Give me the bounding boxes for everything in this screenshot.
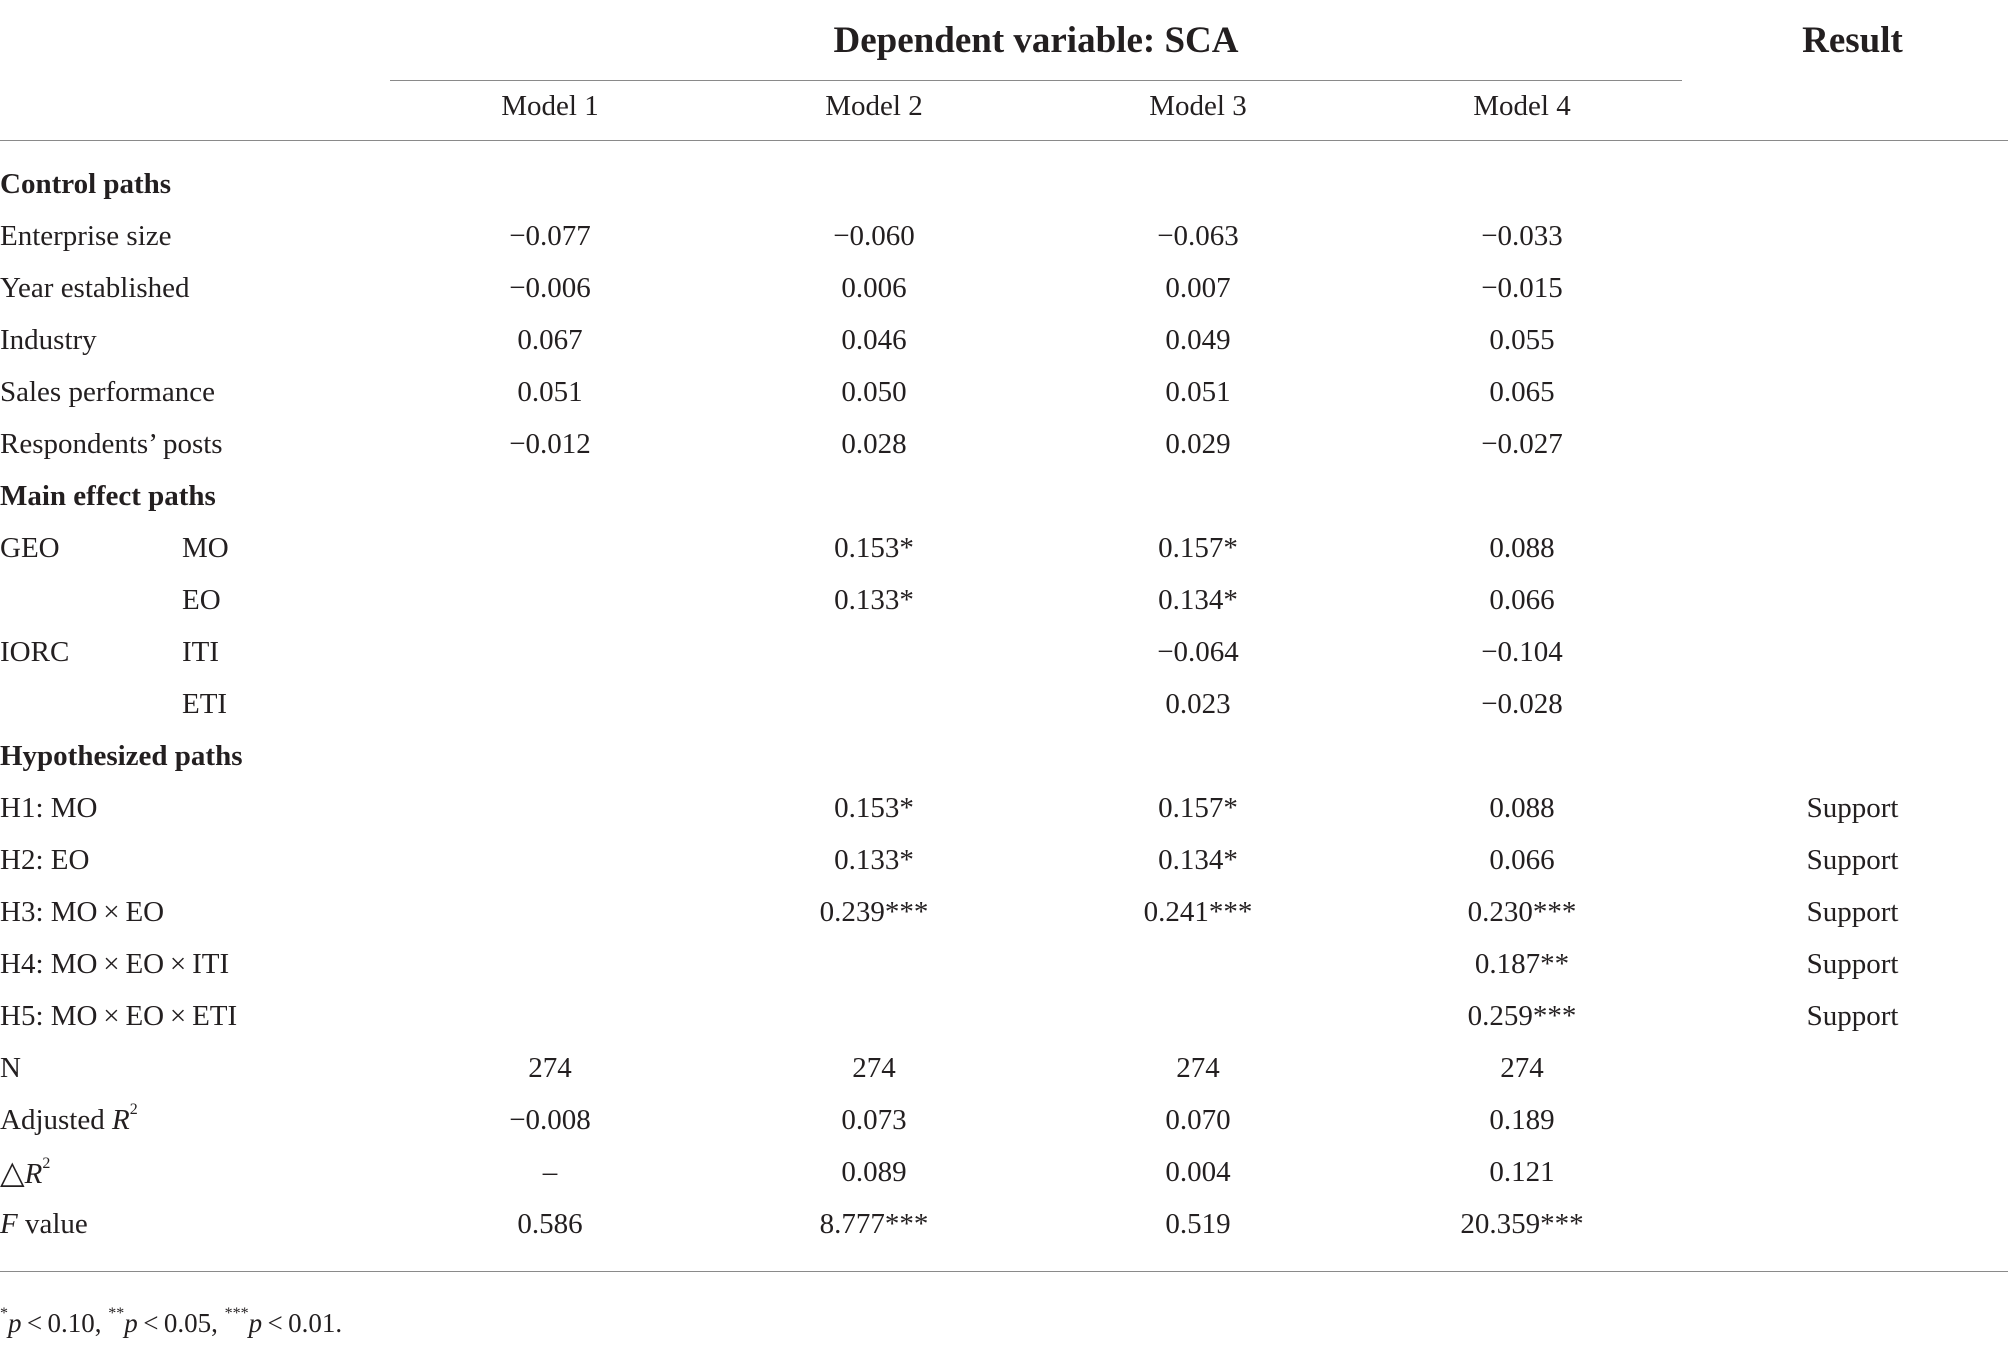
table-row-h3 [0, 886, 2008, 938]
table-row-geo-eo [0, 574, 2008, 626]
cell-result: Support [1806, 1000, 1899, 1032]
table-row-delta-r2 [0, 1146, 2008, 1198]
table-row-year-established [0, 262, 2008, 314]
cell-model-1: 0.586 [517, 1208, 583, 1240]
label-rest: value [17, 1208, 88, 1240]
cell-model-4: 0.055 [1489, 324, 1555, 356]
cell-model-3: 0.241*** [1143, 896, 1253, 928]
cell-model-2: 0.153* [834, 532, 914, 564]
label-superscript: 2 [42, 1155, 51, 1173]
row-label: H1: MO [0, 792, 98, 824]
cell-model-4: 0.088 [1489, 532, 1555, 564]
section-control-paths [0, 158, 2008, 210]
cell-model-3: −0.064 [1157, 636, 1239, 668]
row-label: Year established [0, 272, 190, 304]
cell-model-2: 0.046 [841, 324, 907, 356]
cell-model-4: −0.027 [1481, 428, 1563, 460]
section-hypothesized-paths [0, 730, 2008, 782]
row-label [0, 1198, 88, 1250]
row-group-label: IORC [0, 636, 70, 668]
table-row-geo-mo [0, 522, 2008, 574]
cell-result: Support [1806, 792, 1899, 824]
model-1-header: Model 1 [501, 90, 599, 122]
cell-model-4: 0.121 [1489, 1156, 1555, 1188]
cell-model-3: 0.029 [1165, 428, 1231, 460]
cell-model-4: 20.359*** [1460, 1208, 1584, 1240]
section-label: Control paths [0, 168, 172, 200]
cell-model-1: – [542, 1156, 558, 1188]
table-row-n [0, 1042, 2008, 1094]
row-sub-label: MO [182, 532, 229, 564]
footnote-star-3: *** [224, 1305, 249, 1322]
table-row-respondents-posts [0, 418, 2008, 470]
cell-model-3: 0.049 [1165, 324, 1231, 356]
footnote-p-2: p [124, 1308, 138, 1338]
row-sub-label: ITI [182, 636, 220, 668]
cell-model-3: 0.051 [1165, 376, 1231, 408]
cell-model-3: 0.157* [1158, 532, 1238, 564]
section-label: Main effect paths [0, 480, 216, 512]
cell-model-4: −0.028 [1481, 688, 1563, 720]
cell-model-2: −0.060 [833, 220, 915, 252]
footnote-threshold-1: < 0.10, [21, 1308, 109, 1338]
cell-model-2: 274 [852, 1052, 896, 1084]
footnote-star-2: ** [108, 1305, 125, 1322]
cell-model-4: 0.088 [1489, 792, 1555, 824]
label-variable: F [0, 1208, 18, 1240]
cell-model-3: 0.134* [1158, 584, 1238, 616]
cell-model-1: −0.077 [509, 220, 591, 252]
header-underline [390, 80, 1682, 81]
table-row-h2 [0, 834, 2008, 886]
cell-model-3: 0.519 [1165, 1208, 1231, 1240]
cell-result: Support [1806, 844, 1899, 876]
triangle-icon: △ [0, 1153, 25, 1191]
model-2-header: Model 2 [825, 90, 923, 122]
row-label: Sales performance [0, 376, 215, 408]
table-row-adjusted-r2 [0, 1094, 2008, 1146]
row-label: Respondents’ posts [0, 428, 223, 460]
cell-model-3: 0.070 [1165, 1104, 1231, 1136]
footnote-threshold-2: < 0.05, [137, 1308, 225, 1338]
row-label: H3: MO × EO [0, 896, 165, 928]
row-label: Enterprise size [0, 220, 172, 252]
cell-model-1: 0.051 [517, 376, 583, 408]
section-main-effect-paths [0, 470, 2008, 522]
cell-model-2: 0.153* [834, 792, 914, 824]
label-variable: R [111, 1104, 130, 1136]
cell-model-4: 274 [1500, 1052, 1544, 1084]
cell-model-3: 0.004 [1165, 1156, 1231, 1188]
cell-model-2: 0.050 [841, 376, 907, 408]
table-row-iorc-iti [0, 626, 2008, 678]
table-bottom-rule [0, 1271, 2008, 1272]
table-row-enterprise-size [0, 210, 2008, 262]
section-label: Hypothesized paths [0, 740, 243, 772]
row-sub-label: EO [182, 584, 221, 616]
cell-model-1: −0.012 [509, 428, 591, 460]
cell-model-4: 0.259*** [1467, 1000, 1577, 1032]
cell-model-2: 0.239*** [819, 896, 929, 928]
label-variable: R [24, 1158, 43, 1190]
cell-model-4: 0.230*** [1467, 896, 1577, 928]
table-row-iorc-eti [0, 678, 2008, 730]
table-row-sales-performance [0, 366, 2008, 418]
cell-model-1: 274 [528, 1052, 572, 1084]
cell-model-4: 0.066 [1489, 584, 1555, 616]
cell-model-3: 0.023 [1165, 688, 1231, 720]
cell-model-4: −0.033 [1481, 220, 1563, 252]
row-sub-label: ETI [182, 688, 228, 720]
cell-model-2: 0.133* [834, 844, 914, 876]
table-row-h1 [0, 782, 2008, 834]
result-header: Result [1802, 20, 1903, 61]
cell-model-2: 8.777*** [819, 1208, 929, 1240]
footnote-p-1: p [8, 1308, 22, 1338]
row-label: H2: EO [0, 844, 90, 876]
cell-model-4: 0.066 [1489, 844, 1555, 876]
table-row-h4 [0, 938, 2008, 990]
cell-model-3: 0.157* [1158, 792, 1238, 824]
cell-model-3: 274 [1176, 1052, 1220, 1084]
significance-footnote [0, 1303, 342, 1343]
cell-model-1: 0.067 [517, 324, 583, 356]
row-label: H5: MO × EO × ETI [0, 1000, 238, 1032]
cell-model-4: −0.015 [1481, 272, 1563, 304]
row-label: N [0, 1052, 21, 1084]
footnote-threshold-3: < 0.01. [262, 1308, 343, 1338]
row-label [0, 1094, 138, 1146]
cell-model-2: 0.089 [841, 1156, 907, 1188]
dependent-variable-header: Dependent variable: SCA [833, 20, 1239, 61]
cell-model-4: 0.187** [1474, 948, 1570, 980]
cell-model-4: 0.065 [1489, 376, 1555, 408]
cell-model-1: −0.006 [509, 272, 591, 304]
model-3-header: Model 3 [1149, 90, 1247, 122]
footnote-p-3: p [248, 1308, 263, 1338]
cell-result: Support [1806, 948, 1899, 980]
model-4-header: Model 4 [1473, 90, 1571, 122]
table-row-industry [0, 314, 2008, 366]
cell-model-3: 0.007 [1165, 272, 1231, 304]
label-prefix: Adjusted [0, 1104, 112, 1136]
label-superscript: 2 [129, 1101, 138, 1119]
cell-model-2: 0.028 [841, 428, 907, 460]
cell-model-2: 0.073 [841, 1104, 907, 1136]
row-label [0, 1146, 50, 1200]
cell-model-2: 0.006 [841, 272, 907, 304]
table-row-f-value [0, 1198, 2008, 1250]
cell-model-3: −0.063 [1157, 220, 1239, 252]
cell-model-3: 0.134* [1158, 844, 1238, 876]
table-top-rule [0, 140, 2008, 141]
cell-model-4: 0.189 [1489, 1104, 1555, 1136]
cell-model-1: −0.008 [509, 1104, 591, 1136]
row-group-label: GEO [0, 532, 60, 564]
row-label: Industry [0, 324, 97, 356]
footnote-star-1: * [0, 1305, 8, 1322]
cell-result: Support [1806, 896, 1899, 928]
cell-model-2: 0.133* [834, 584, 914, 616]
table-row-h5 [0, 990, 2008, 1042]
cell-model-4: −0.104 [1481, 636, 1563, 668]
row-label: H4: MO × EO × ITI [0, 948, 230, 980]
